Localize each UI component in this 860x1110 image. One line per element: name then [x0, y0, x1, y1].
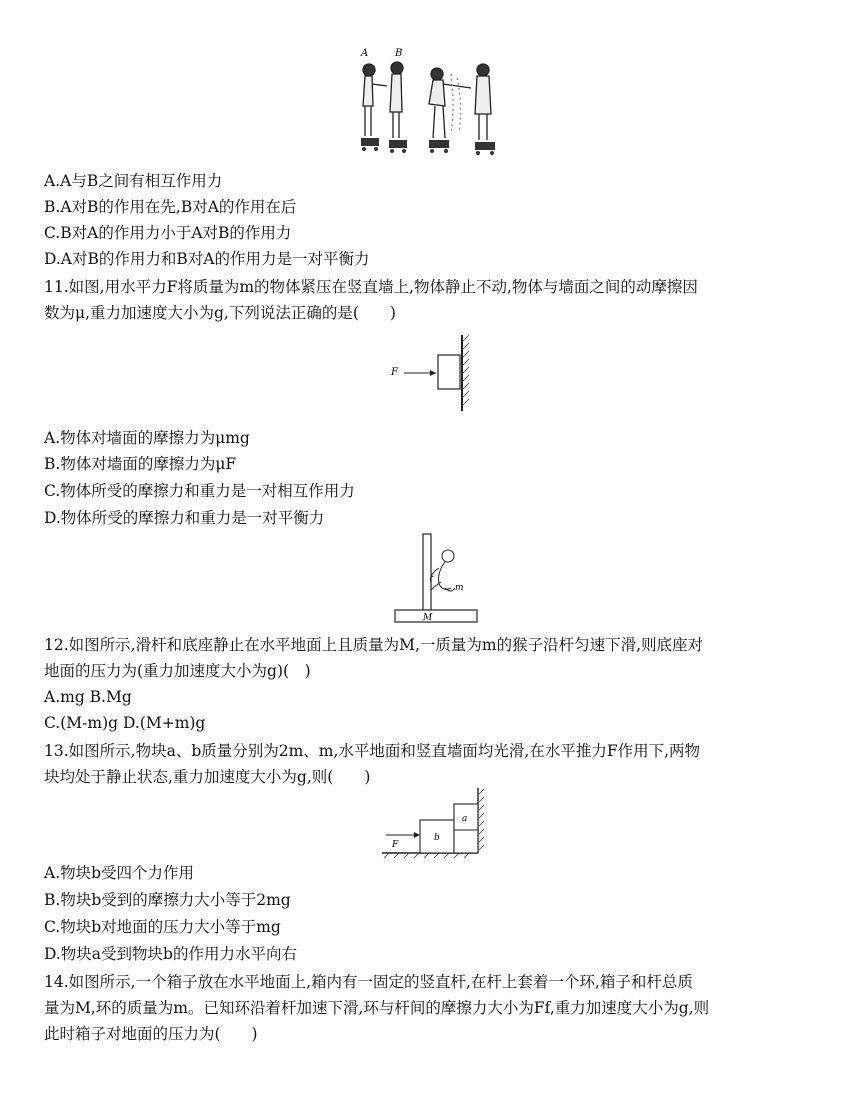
label-b: B — [395, 48, 403, 59]
q11-option-c: C.物体所受的摩擦力和重力是一对相互作用力 — [44, 482, 355, 500]
q14-stem-line3: 此时箱子对地面的压力为( ) — [44, 1025, 258, 1043]
q13-label-b: b — [434, 833, 440, 843]
q11-option-a: A.物体对墙面的摩擦力为μmg — [44, 429, 250, 447]
q10-option-d: D.A对B的作用力和B对A的作用力是一对平衡力 — [44, 250, 370, 268]
q12-label-small-m: m — [455, 583, 464, 593]
q13-option-a: A.物块b受四个力作用 — [44, 864, 195, 882]
q13-option-d: D.物块a受到物块b的作用力水平向右 — [44, 945, 297, 963]
q13-option-b: B.物块b受到的摩擦力大小等于2mg — [44, 891, 291, 909]
skaters-figure — [355, 44, 505, 160]
q11-option-d: D.物体所受的摩擦力和重力是一对平衡力 — [44, 509, 325, 527]
q11-stem-line1: 11.如图,用水平力F将质量为m的物体紧压在竖直墙上,物体静止不动,物体与墙面之间的动摩擦因 — [44, 278, 698, 296]
q10-option-a: A.A与B之间有相互作用力 — [44, 172, 223, 190]
q14-stem-line2: 量为M,环的质量为m。已知环沿着杆加速下滑,环与杆间的摩擦力大小为Ff,重力加速度大小为g,则 — [44, 999, 710, 1017]
q13-stem-line2: 块均处于静止状态,重力加速度大小为g,则( ) — [44, 768, 371, 786]
q11-label-f: F — [391, 367, 398, 378]
q12-stem-line1: 12.如图所示,滑杆和底座静止在水平地面上且质量为M,一质量为m的猴子沿杆匀速下滑,则底座对 — [44, 636, 704, 654]
q11-figure — [386, 333, 476, 413]
q13-figure — [380, 786, 484, 860]
q12-stem-line2: 地面的压力为(重力加速度大小为g)( ) — [44, 662, 311, 680]
q12-figure — [393, 532, 479, 626]
q13-option-c: C.物块b对地面的压力大小等于mg — [44, 918, 281, 936]
q13-stem-line1: 13.如图所示,物块a、b质量分别为2m、m,水平地面和竖直墙面均光滑,在水平推力F作用下,两物 — [44, 742, 701, 760]
q12-label-big-m: M — [423, 613, 433, 623]
q11-stem-line2: 数为μ,重力加速度大小为g,下列说法正确的是( ) — [44, 304, 396, 322]
q11-option-b: B.物体对墙面的摩擦力为μF — [44, 455, 237, 473]
q13-label-a: a — [462, 814, 468, 824]
q13-label-f: F — [392, 840, 399, 850]
label-a: A — [361, 48, 369, 59]
q10-option-b: B.A对B的作用在先,B对A的作用在后 — [44, 198, 297, 216]
q14-stem-line1: 14.如图所示,一个箱子放在水平地面上,箱内有一固定的竖直杆,在杆上套着一个环,箱子和杆总质 — [44, 973, 693, 991]
q12-options-line2: C.(M-m)g D.(M+m)g — [44, 714, 206, 732]
q12-options-line1: A.mg B.Mg — [44, 688, 132, 706]
q10-option-c: C.B对A的作用力小于A对B的作用力 — [44, 224, 292, 242]
